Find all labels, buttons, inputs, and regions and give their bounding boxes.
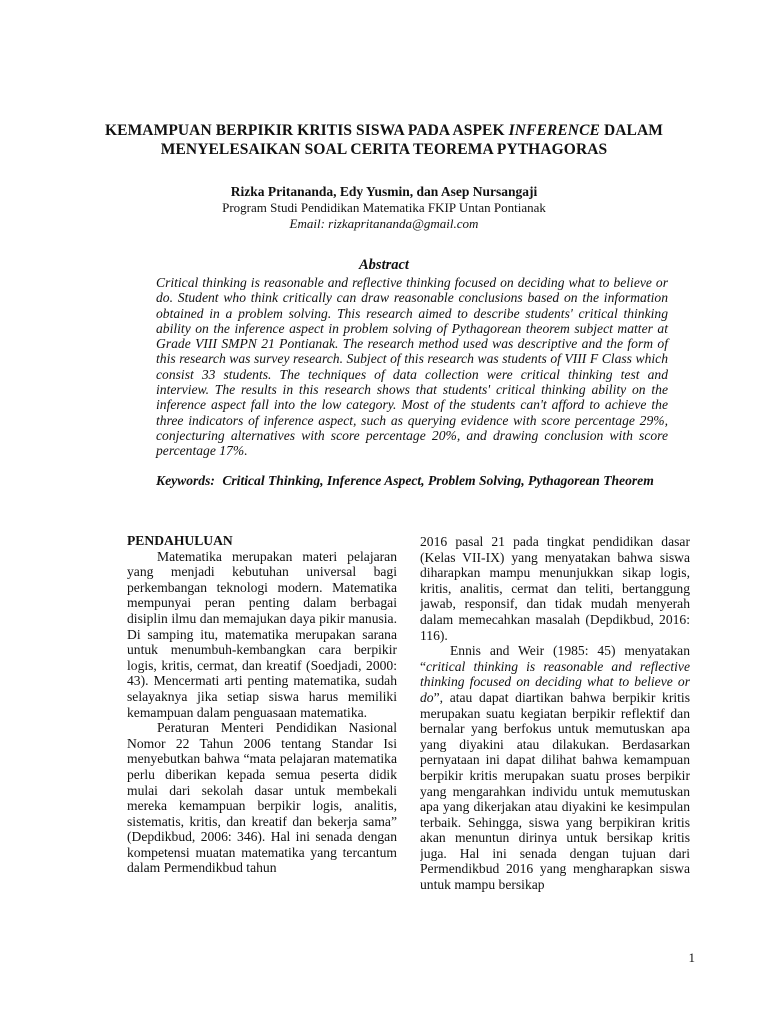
title-part1: KEMAMPUAN BERPIKIR KRITIS SISWA PADA ASPEK [104, 122, 505, 139]
paper-title [90, 121, 678, 159]
right-column [420, 534, 690, 899]
author-email: Email: rizkapritananda@gmail.com [289, 216, 479, 231]
quoted-definition: critical thinking is reasonable and reflective thinking focused on deciding what to believe or do [420, 658, 690, 705]
paragraph: Matematika merupakan materi pelajaran yang menjadi kebutuhan universal bagi perkembangan teknologi modern. Matematika mempunyai peran penting dalam berbagai disiplin ilmu dan memajukan daya pikir manusia. Di samping itu, matematika merupakan sarana untuk menumbuh-kembangkan cara berpikir logis, kritis, cermat, dan kreatif (Soedjadi, 2000: 43). Mencermati arti penting matematika, sudah selayaknya jika setiap siswa harus memiliki kemampuan dalam penguasaan matematika. [127, 548, 397, 720]
left-column [127, 533, 397, 898]
keywords [156, 473, 668, 489]
paragraph: 2016 pasal 21 pada tingkat pendidikan dasar (Kelas VII-IX) yang menyatakan bahwa siswa diharapkan mampu menunjukkan sikap logis, kritis, analitis, cermat dan teliti, bertanggung jawab, responsif, dan tidak mudah menyerah dalam memecahkan masalah (Depdikbud, 2016: 116). [420, 534, 690, 643]
paragraph-text: ”, atau dapat diartikan bahwa berpikir kritis merupakan suatu kegiatan berpikir reflektif dan bernalar yang berfokus untuk memutuskan apa yang diyakini atau dilakukan. Berdasarkan pernyataan ini dapat dilihat bahwa kemampuan berpikir kritis merupakan suatu proses berpikir yang mengarahkan individu untuk memutuskan apa yang dikerjakan atau diyakini ke kesimpulan terbaik. Sehingga, siswa yang berpikiran kritis akan menuntun dirinya untuk bersikap kritis juga. Hal ini senada dengan tujuan dari Permendikbud 2016 yang mengharapkan siswa untuk mampu bersikap [420, 689, 690, 893]
abstract-text: Critical thinking is reasonable and reflective thinking focused on deciding what to believe or do. Student who think critically can draw reasonable conclusions based on the information obtained in a problem solving. This research aimed to describe students' critical thinking ability on the inference aspect in problem solving of Pythagorean theorem subject matter at Grade VIII SMPN 21 Pontianak. The research method used was descriptive and the form of this research was survey research. Subject of this research was students of VIII F Class which consist 33 students. The techniques of data collection were critical thinking test and interview. The results in this research shows that students' critical thinking ability on the inference aspect fall into the low category. Most of the students can't afford to achieve the three indicators of inference aspect, such as querying evidence with score percentage 29%, conjecturing alternatives with score percentage 20%, and drawing conclusion with score percentage 17%. [156, 275, 668, 459]
page-number: 1 [688, 950, 695, 965]
paragraph-text: Ennis and Weir (1985: 45) menyatakan “ [420, 643, 690, 674]
keywords-label: Keywords: [156, 473, 215, 488]
section-heading: PENDAHULUAN [127, 533, 233, 548]
title-part2: DALAM [603, 122, 664, 139]
author-list: Rizka Pritananda, Edy Yusmin, dan Asep Nursangaji [230, 184, 538, 199]
title-line2: MENYELESAIKAN SOAL CERITA TEOREMA PYTHAGORAS [160, 141, 608, 158]
abstract-heading: Abstract [359, 257, 409, 273]
affiliation: Program Studi Pendidikan Matematika FKIP Untan Pontianak [222, 200, 546, 215]
keywords-list: Critical Thinking, Inference Aspect, Problem Solving, Pythagorean Theorem [222, 473, 654, 488]
paragraph [420, 643, 690, 893]
paragraph: Peraturan Menteri Pendidikan Nasional Nomor 22 Tahun 2006 tentang Standar Isi menyebutkan bahwa “mata pelajaran matematika perlu diberikan kepada semua peserta didik mulai dari sekolah dasar untuk membekali mereka kemampuan berpikir logis, analitis, sistematis, kritis, dan kreatif dan bekerja sama” (Depdikbud, 2006: 346). Hal ini senada dengan kompetensi muatan matematika yang tercantum dalam Permendikbud tahun [127, 720, 397, 876]
title-italic-word: INFERENCE [508, 122, 600, 139]
